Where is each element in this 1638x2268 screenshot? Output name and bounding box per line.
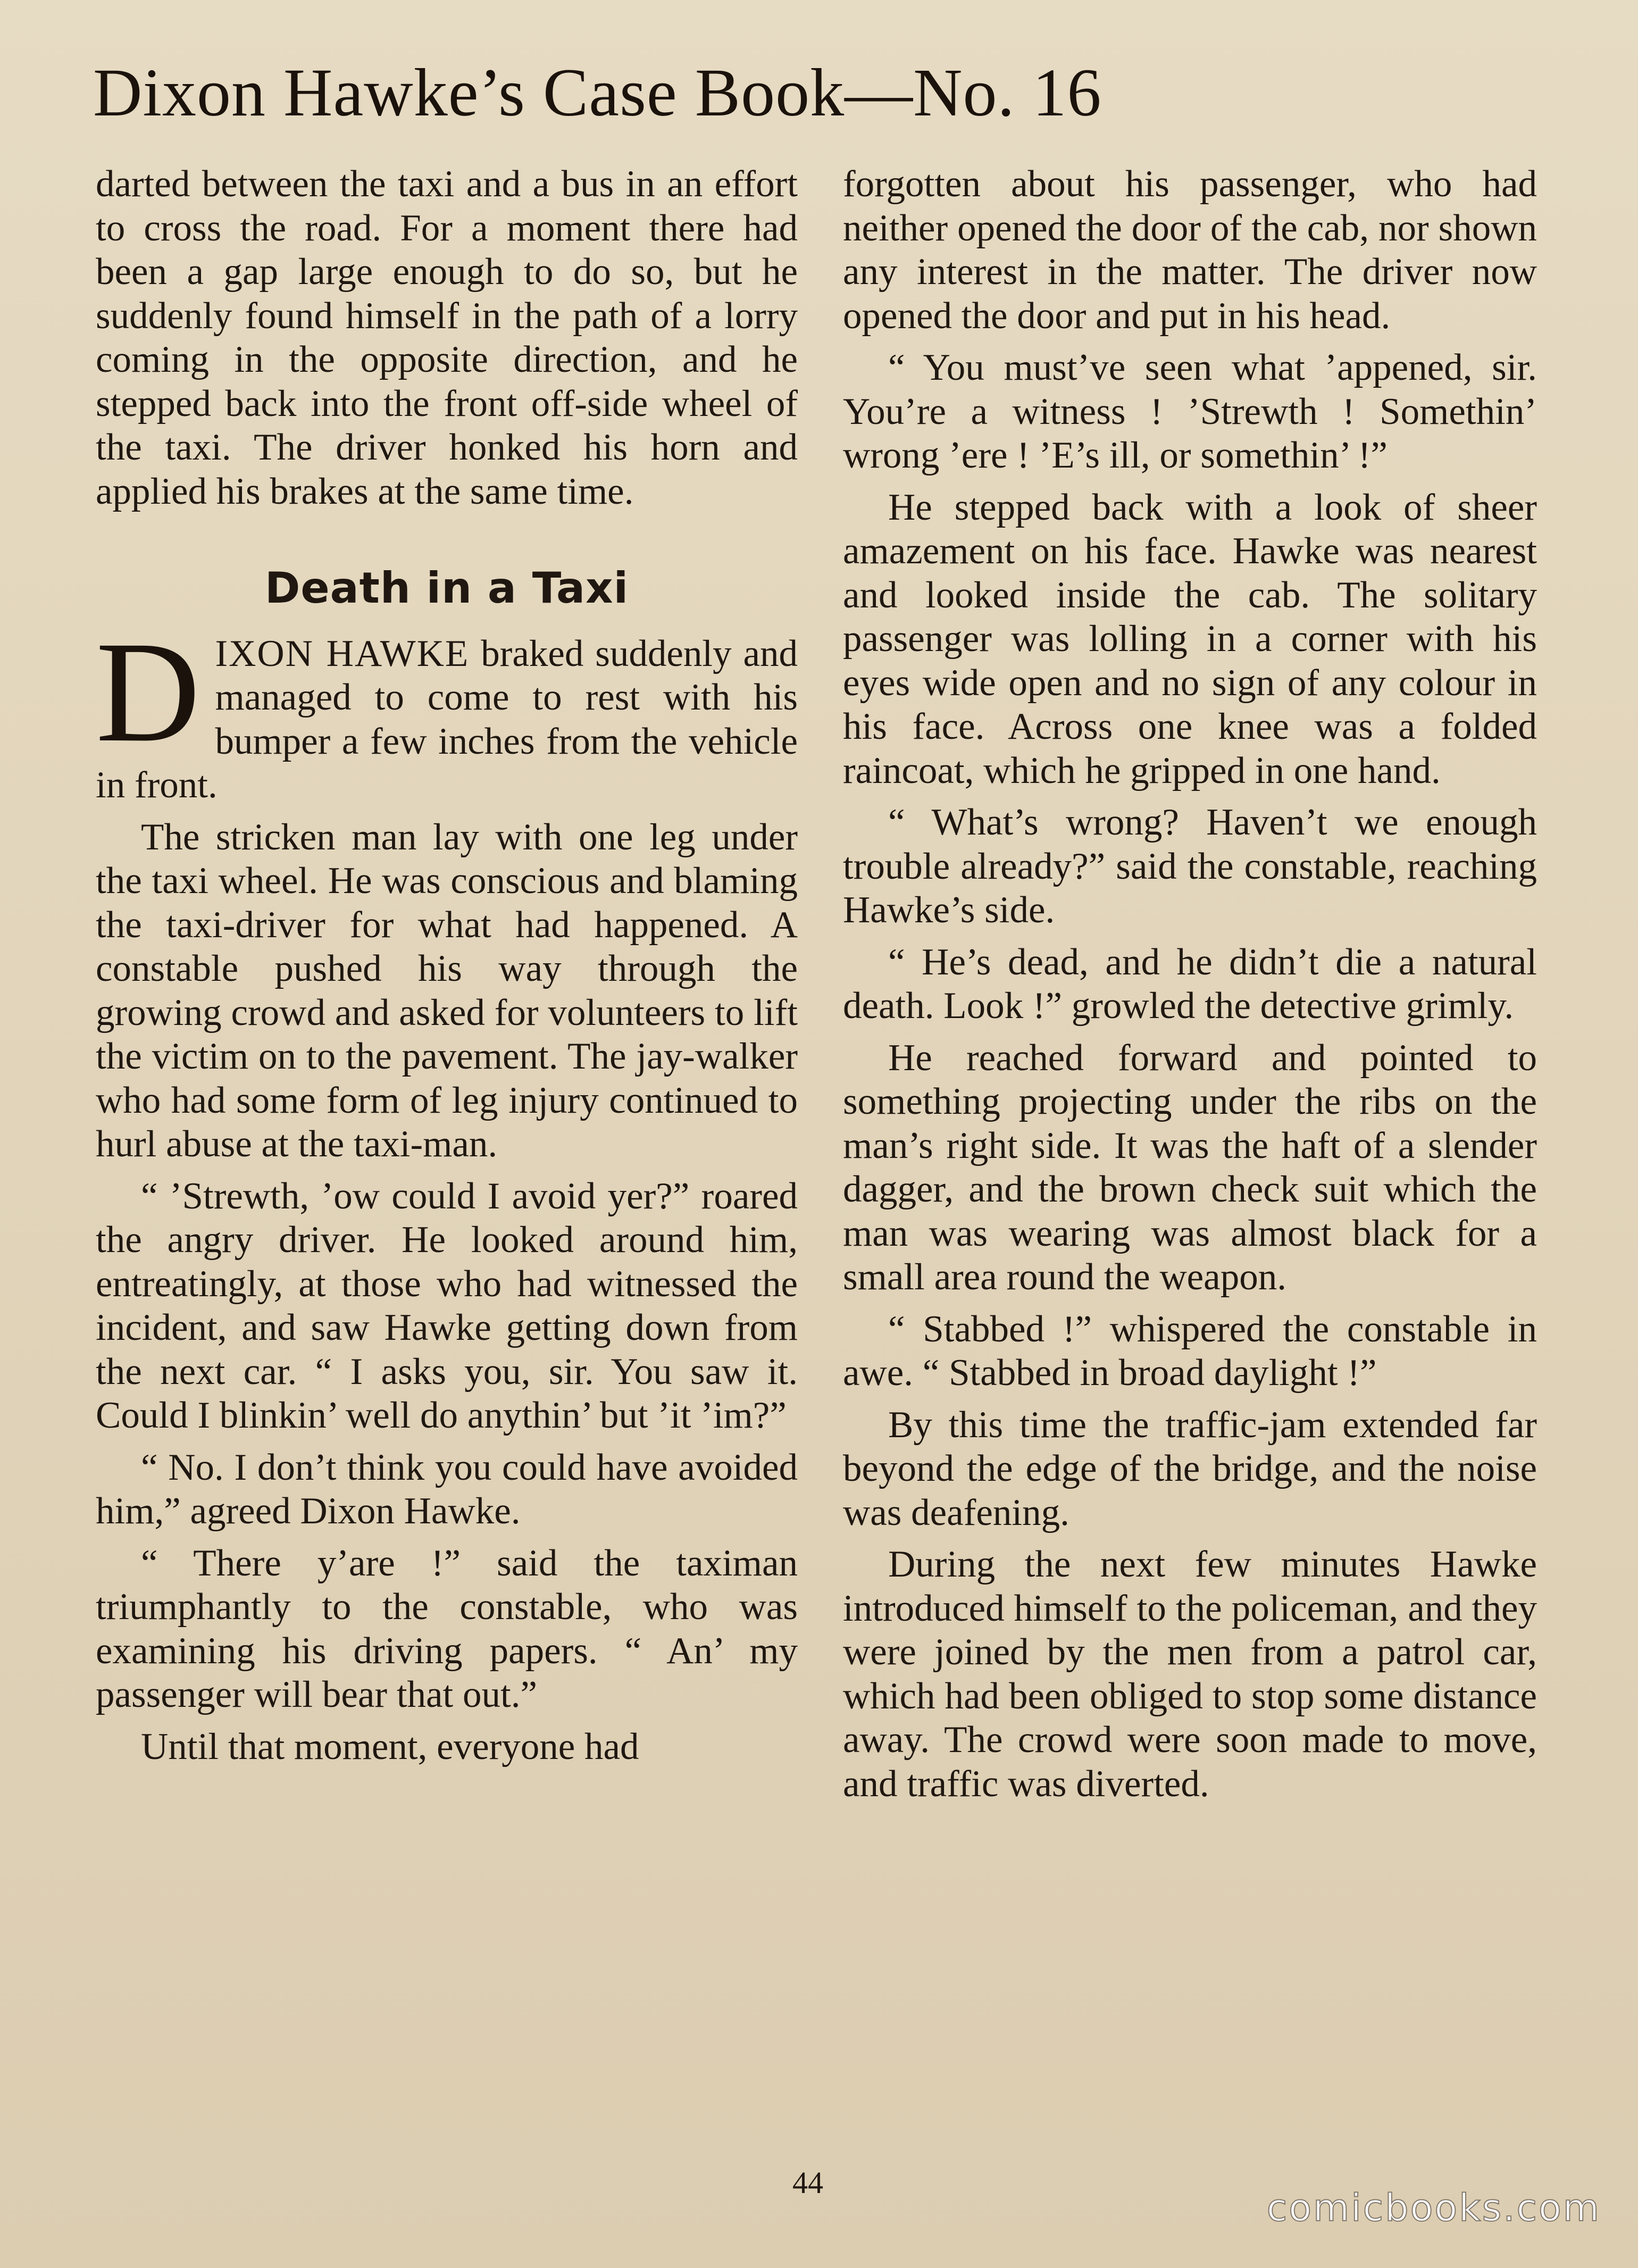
drop-cap: D (96, 611, 200, 772)
paragraph: “ ’Strewth, ’ow could I avoid yer?” roared the angry driver. He looked around him, entreatingly, at those who had witnessed the incident, and saw Hawke getting down from the next car. “ I asks you, sir. You saw it. Could I blinkin’ well do anythin’ but ’it ’im?” (96, 1175, 798, 1436)
page-title: Dixon Hawke’s Case Book—No. 16 (93, 55, 1102, 130)
paragraph: He reached forward and pointed to something projecting under the ribs on the man’s right side. It was the haft of a slender dagger, and the brown check suit which the man was wearing was almost black for a small area round the weapon. (843, 1037, 1537, 1298)
left-column (96, 162, 798, 1777)
opening-paragraph (96, 611, 798, 807)
paragraph: forgotten about his passenger, who had neither opened the door of the cab, nor shown any interest in the matter. The driver now opened the door and put in his head. (843, 163, 1537, 337)
paragraph: “ There y’are !” said the taximan triumphantly to the constable, who was examining his driving papers. “ An’ my passenger will bear that out.” (96, 1542, 798, 1715)
paragraph: During the next few minutes Hawke introduced himself to the policeman, and they were joined by the men from a patrol car, which had been obliged to stop some distance away. The crowd were soon made to move, and traffic was diverted. (843, 1544, 1537, 1805)
section-heading: Death in a Taxi (264, 563, 629, 613)
right-column (843, 162, 1537, 1814)
paragraph: The stricken man lay with one leg under the taxi wheel. He was conscious and blaming the taxi-driver for what had happened. A constable pushed his way through the growing crowd and asked for volunteers to lift the victim on to the pavement. The jay-walker who had some form of leg injury continued to hurl abuse at the taxi-man. (96, 816, 798, 1165)
watermark: comicbooks.com (1266, 2186, 1601, 2230)
paragraph: “ You must’ve seen what ’appened, sir. You’re a witness ! ’Strewth ! Somethin’ wrong ’ere ! ’E’s ill, or somethin’ !” (843, 347, 1537, 476)
paragraph: darted between the taxi and a bus in an effort to cross the road. For a moment there had been a gap large enough to do so, but he suddenly found himself in the path of a lorry coming in the opposite direction, and he stepped back into the front off-side wheel of the taxi. The driver honked his horn and applied his brakes at the same time. (96, 163, 798, 512)
page-number: 44 (792, 2165, 823, 2200)
paragraph: “ Stabbed !” whispered the constable in awe. “ Stabbed in broad daylight !” (843, 1308, 1537, 1394)
paragraph: “ He’s dead, and he didn’t die a natural death. Look !” growled the detective grimly. (843, 941, 1537, 1027)
paragraph: “ What’s wrong? Haven’t we enough trouble already?” said the constable, reaching Hawke’s side. (843, 802, 1537, 931)
paragraph: By this time the traffic-jam extended far beyond the edge of the bridge, and the noise was deafening. (843, 1404, 1537, 1533)
opening-text: braked suddenly and managed to come to rest with his bumper a few inches from the vehicle in front. (96, 632, 798, 806)
paragraph: Until that moment, everyone had (141, 1725, 639, 1767)
paragraph: He stepped back with a look of sheer amazement on his face. Hawke was nearest and looked inside the cab. The solitary passenger was lolling in a corner with his eyes wide open and no sign of any colour in his face. Across one knee was a folded raincoat, which he gripped in one hand. (843, 486, 1537, 791)
opening-caps: IXON HAWKE (215, 632, 470, 674)
paragraph: “ No. I don’t think you could have avoided him,” agreed Dixon Hawke. (96, 1446, 798, 1532)
